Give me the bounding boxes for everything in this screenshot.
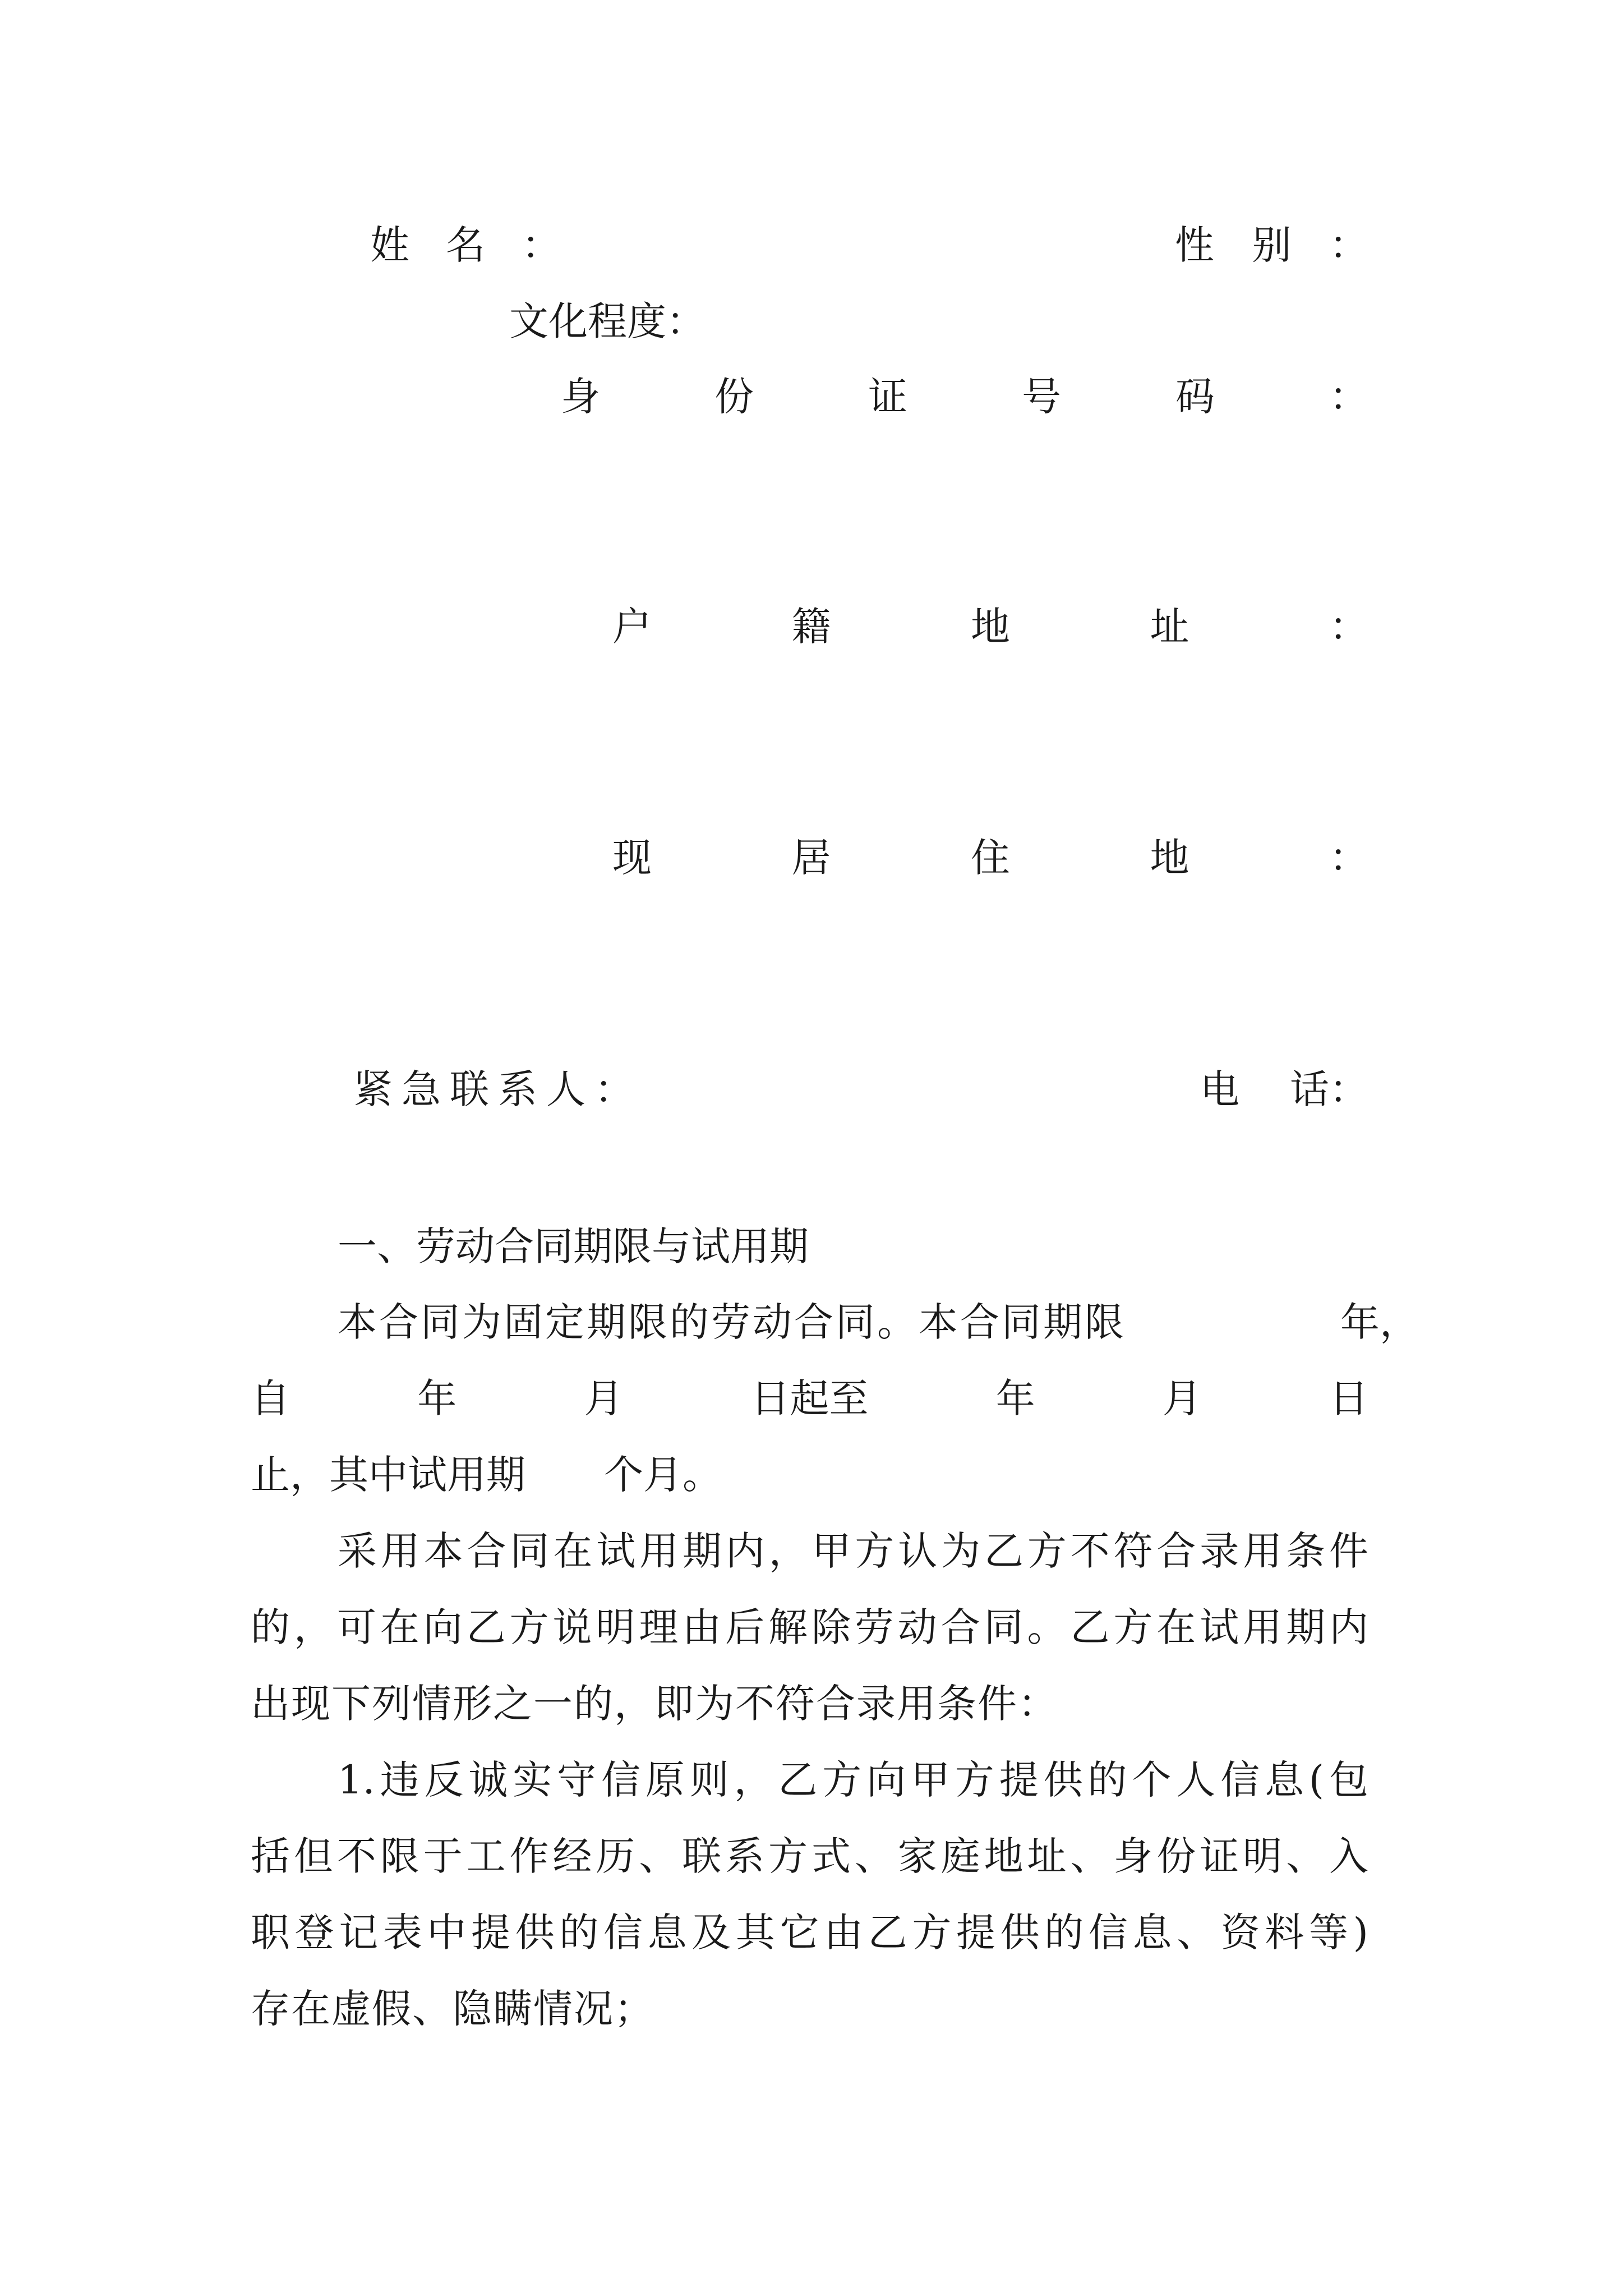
paragraph-line: 的，可在向乙方说明理由后解除劳动合同。乙方在试用期内	[251, 1604, 1368, 1650]
section-heading: 一、劳动合同期限与试用期	[338, 1223, 809, 1269]
date-word: 月	[1162, 1375, 1202, 1421]
household-address-char: 籍	[791, 604, 831, 650]
list-item-line: 1.违反诚实守信原则，乙方向甲方提供的个人信息(包	[338, 1757, 1368, 1803]
current-residence-char: ：	[1329, 835, 1368, 881]
paragraph-line: 出现下列情形之一的，即为不符合录用条件：	[251, 1681, 1058, 1727]
education-label: 文化程度：	[509, 298, 706, 344]
date-word: 年	[995, 1375, 1035, 1421]
id-number-char: ：	[1329, 374, 1368, 420]
household-address-char: 户	[612, 604, 652, 650]
phone-label	[1200, 1066, 1368, 1112]
current-residence-char: 居	[791, 835, 831, 881]
list-item-line: 存在虚假、隐瞒情况；	[251, 1986, 654, 2032]
paragraph-line: 采用本合同在试用期内，甲方认为乙方不符合录用条件	[338, 1528, 1368, 1574]
date-range-line	[251, 1375, 1368, 1421]
date-word: 日	[1329, 1375, 1368, 1421]
household-address-char: ：	[1329, 604, 1368, 650]
phone-label-char: 电	[1200, 1066, 1239, 1112]
id-number-char: 身	[561, 374, 600, 420]
date-word: 月	[584, 1375, 624, 1421]
paragraph-line: 本合同为固定期限的劳动合同。本合同期限	[338, 1299, 1126, 1345]
name-label-char: 名	[446, 222, 485, 268]
current-residence-char: 现	[612, 835, 652, 881]
gender-label-char: ：	[1329, 222, 1368, 268]
household-address-label	[612, 604, 1368, 650]
household-address-char: 地	[971, 604, 1010, 650]
gender-label	[1175, 222, 1368, 268]
name-label-char: 姓	[370, 222, 409, 268]
id-number-char: 证	[868, 374, 907, 420]
household-address-char: 址	[1150, 604, 1189, 650]
name-label-char: ：	[522, 222, 561, 268]
id-number-char: 号	[1022, 374, 1061, 420]
gender-label-char: 性	[1175, 222, 1214, 268]
emergency-contact-label: 紧急联系人：	[353, 1066, 643, 1112]
id-number-char: 份	[714, 374, 754, 420]
paragraph-line: 止，其中试用期 个月。	[251, 1452, 722, 1498]
current-residence-label	[612, 835, 1368, 881]
name-label	[370, 222, 561, 268]
id-number-label	[561, 374, 1368, 420]
id-number-char: 码	[1175, 374, 1215, 420]
gender-label-char: 别	[1252, 222, 1292, 268]
date-word: 日起至	[750, 1375, 869, 1421]
list-item-line: 职登记表中提供的信息及其它由乙方提供的信息、资料等)	[251, 1910, 1368, 1955]
paragraph-line: 年，	[1340, 1299, 1419, 1345]
current-residence-char: 地	[1150, 835, 1189, 881]
date-word: 自	[251, 1375, 290, 1421]
phone-label-char: 话：	[1290, 1066, 1368, 1112]
current-residence-char: 住	[971, 835, 1010, 881]
date-word: 年	[417, 1375, 457, 1421]
list-item-line: 括但不限于工作经历、联系方式、家庭地址、身份证明、入	[251, 1833, 1368, 1879]
